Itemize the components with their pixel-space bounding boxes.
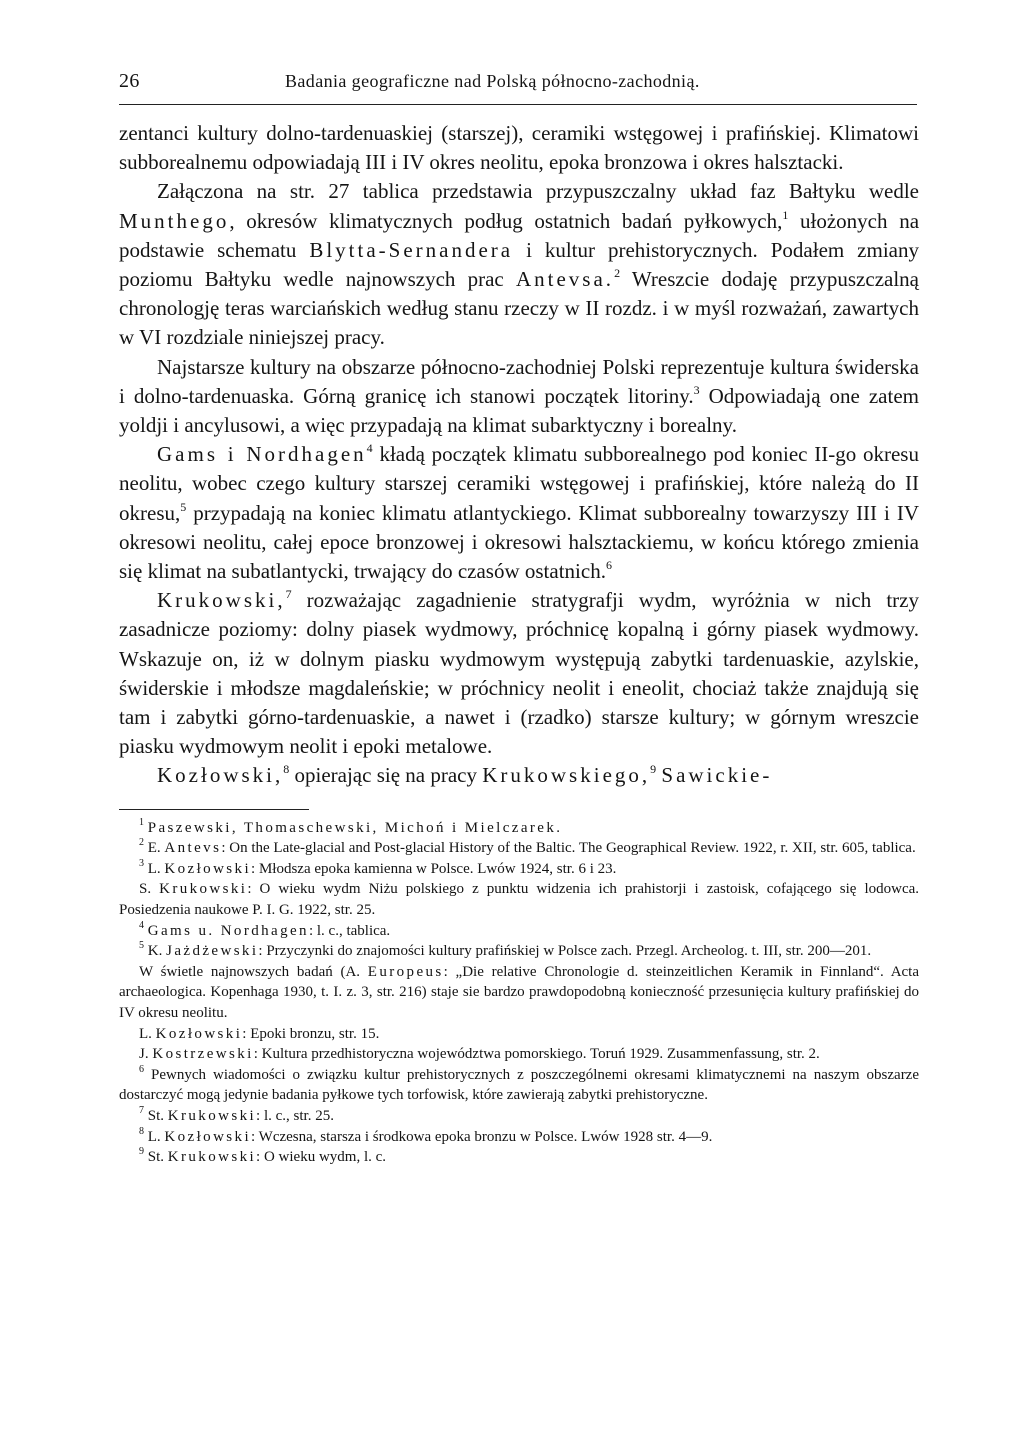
paragraph-5 — [119, 586, 919, 761]
footnotes — [119, 818, 919, 1168]
paragraph-1 — [119, 119, 919, 177]
author-name: Paszewski, Thomaschewski, Michoń i Mielczarek. — [147, 819, 563, 836]
author-name: Krukowski — [159, 881, 248, 898]
text-run: Odpowiadają one zatem yoldji i ancylusowi, a więc przypadają na klimat subarktyczny i borealny. — [119, 383, 919, 438]
text-run: : Wczesna, starsza i środkowa epoka bronzu w Polsce. Lwów 1928 str. 4—9. — [251, 1128, 713, 1145]
text-run: Pewnych wiadomości o związku kultur prehistorycznych z poszczególnemi okresami klimatycznemi na naszym obszarze dostarczyć mogą jedynie badania pyłkowe tych torfowisk, które zawierają zabytki prehistoryczne. — [119, 1066, 919, 1104]
footnote-ref: 4 — [366, 441, 373, 456]
footnote-4 — [119, 921, 919, 942]
footnote-number: 6 — [139, 1063, 144, 1075]
footnote-2 — [119, 838, 919, 859]
author-name: Sawickie- — [661, 763, 773, 788]
footnote-number: 4 — [139, 919, 144, 931]
footnote-1 — [119, 818, 919, 839]
footnote-ref: 5 — [180, 499, 187, 514]
footnote-number: 2 — [139, 837, 144, 849]
footnote-9 — [119, 1147, 919, 1168]
author-name: Antevs — [164, 840, 222, 857]
footnote-ref: 2 — [614, 266, 621, 281]
author-name: Gams i Nordhagen — [157, 442, 367, 467]
footnote-5-continued — [119, 962, 919, 1024]
footnote-number: 5 — [139, 940, 144, 952]
text-run: , okresów klimatycznych podług ostatnich badań pyłkowych, — [229, 208, 783, 233]
page-number: 26 — [119, 70, 140, 92]
author-name: Krukowski — [167, 1149, 257, 1166]
paragraph-6 — [119, 761, 919, 790]
footnote-ref: 7 — [285, 587, 292, 602]
text-run: : Kultura przedhistoryczna województwa pomorskiego. Toruń 1929. Zusammenfassung, str. 2. — [253, 1046, 820, 1063]
author-name: Blytta-Sernandera — [309, 237, 514, 262]
author-name: Jażdżewski — [166, 943, 259, 960]
text-run: L. — [139, 1025, 156, 1042]
footnote-5-continued — [119, 1044, 919, 1065]
author-name: Krukowski — [167, 1107, 257, 1124]
paragraph-1-text: zentanci kultury dolno-tardenuaskiej (starszej), ceramiki wstęgowej i prafińskiej. Klimatowi subborealnemu odpowiadają III i IV okres neolitu, epoka bronzowa i okres halsztacki. — [119, 121, 919, 175]
text-run: przypadają na koniec klimatu atlantyckiego. Klimat subborealny towarzyszy III i IV okresowi neolitu, całej epoce bronzowej i okresowi halsztackiemu, w końcu którego zmienia się klimat na subatlantycki, trwający do czasów ostatnich. — [119, 500, 919, 584]
footnote-6 — [119, 1065, 919, 1106]
text-run: S. — [139, 881, 160, 898]
text-run: : On the Late-glacial and Post-glacial History of the Baltic. The Geographical Review. 1922, r. XII, str. 605, tablica. — [221, 840, 916, 857]
text-run: L. — [144, 1128, 165, 1145]
footnote-number: 1 — [139, 816, 144, 828]
text-run: : l. c., str. 25. — [256, 1107, 334, 1124]
text-run: E. — [147, 840, 165, 857]
footnote-number: 9 — [139, 1146, 144, 1158]
footnote-ref: 1 — [782, 207, 789, 222]
text-run: : Przyczynki do znajomości kultury prafińskiej w Polsce zach. Przegl. Archeolog. t. III, str. 200—201. — [258, 943, 872, 960]
footnote-ref: 3 — [693, 382, 700, 397]
footnote-5 — [119, 941, 919, 962]
author-name: Kostrzewski — [152, 1046, 254, 1063]
text-run: J. — [139, 1046, 153, 1063]
text-run: : Młodsza epoka kamienna w Polsce. Lwów 1924, str. 6 i 23. — [251, 860, 617, 877]
paragraph-2 — [119, 177, 919, 352]
body-text — [119, 119, 919, 791]
header-rule — [119, 104, 917, 105]
page — [119, 70, 919, 1168]
text-run: L. — [147, 860, 165, 877]
footnote-ref: 8 — [283, 762, 290, 777]
author-name: Europeus — [367, 963, 444, 980]
text-run: rozważając zagadnienie stratygrafji wydm, wyróżnia w nich trzy zasadnicze poziomy: dolny piasek wydmowy, próchnicę kopalną i górny piasek wydmowy. Wskazuje on, iż w dolnym piasku wydmowym występują zabytki tardenuaskie, azylskie, świderskie i młodsze magdaleńskie; w próchnicy neolit i eneolit, chociaż także znajdują się tam i zabytki górno-tardenuaskie, a nawet i (rzadko) starsze kultury; w górnym wreszcie piasku wydmowym neolit i epoki metalowe. — [119, 588, 919, 759]
footnote-8 — [119, 1127, 919, 1148]
footnote-3 — [119, 859, 919, 880]
author-name: Gams u. Nordhagen — [147, 922, 309, 939]
footnote-number: 7 — [139, 1104, 144, 1116]
footnote-number: 3 — [139, 857, 144, 869]
running-title: Badania geograficzne nad Polską północno-zachodnią. — [285, 71, 700, 91]
footnote-7 — [119, 1106, 919, 1127]
author-name: Kozłowski, — [157, 763, 284, 788]
text-run: i kultur prehistorycznych. Podałem zmiany poziomu Bałtyku wedle najnowszych prac — [119, 237, 919, 292]
running-head — [119, 70, 919, 104]
text-run: : O wieku wydm, l. c. — [256, 1149, 387, 1166]
author-name: Kozłowski — [155, 1025, 243, 1042]
text-run: kładą początek klimatu subborealnego pod koniec II-go okresu neolitu, wobec czego kultury starszej ceramiki wstęgowej i prafińskiej, które należą do II okresu, — [119, 442, 919, 525]
text-run: Najstarsze kultury na obszarze północno-zachodniej Polski reprezentuje kultura świderska i dolno-tardenuaska. Górną granicę ich stanowi początek litoriny. — [119, 354, 919, 408]
author-name: Kozłowski — [164, 860, 252, 877]
text-run: K. — [147, 943, 167, 960]
author-name: Krukowskiego, — [482, 763, 651, 788]
text-run: ułożonych na podstawie schematu — [119, 208, 920, 262]
text-run: St. — [144, 1107, 168, 1124]
footnote-number: 8 — [139, 1125, 144, 1137]
text-run: opierając się na pracy — [289, 763, 483, 788]
text-run: : Epoki bronzu, str. 15. — [242, 1025, 380, 1042]
text-run: W świetle najnowszych badań (A. — [139, 963, 368, 980]
footnote-5-continued — [119, 1024, 919, 1045]
footnote-rule — [119, 809, 309, 810]
text-run: Załączona na str. 27 tablica przedstawia przypuszczalny układ faz Bałtyku wedle — [157, 179, 919, 204]
paragraph-4 — [119, 440, 919, 586]
author-name: Antevsa. — [515, 267, 615, 292]
text-run: : „Die relative Chronologie d. steinzeitlichen Keramik in Finnland“. Acta archaeologica. Kopenhaga 1930, t. I. z. 3, str. 216) staje sie bardzo prawdopodobną konieczność przesunięcia kultury prafińskiej do IV okresu neolitu. — [119, 963, 920, 1022]
text-run: : O wieku wydm Niżu polskiego z punktu widzenia ich prahistorji i zastoisk, cofającego się lodowca. Posiedzenia naukowe P. I. G. 1922, str. 25. — [119, 881, 920, 919]
author-name: Krukowski, — [157, 588, 286, 613]
text-run: Wreszcie dodaję przypuszczalną chronologję teras warciańskich według stanu rzeczy w II rozdz. i w myśl rozważań, zawartych w VI rozdziale niniejszej pracy. — [119, 267, 919, 350]
footnote-ref: 9 — [650, 762, 657, 777]
author-name: Kozłowski — [164, 1128, 252, 1145]
footnote-ref: 6 — [605, 558, 612, 573]
paragraph-3 — [119, 353, 919, 441]
text-run: St. — [144, 1149, 168, 1166]
author-name: Munthego — [119, 208, 230, 233]
text-run: : l. c., tablica. — [308, 922, 391, 939]
footnote-3-continued — [119, 879, 919, 920]
